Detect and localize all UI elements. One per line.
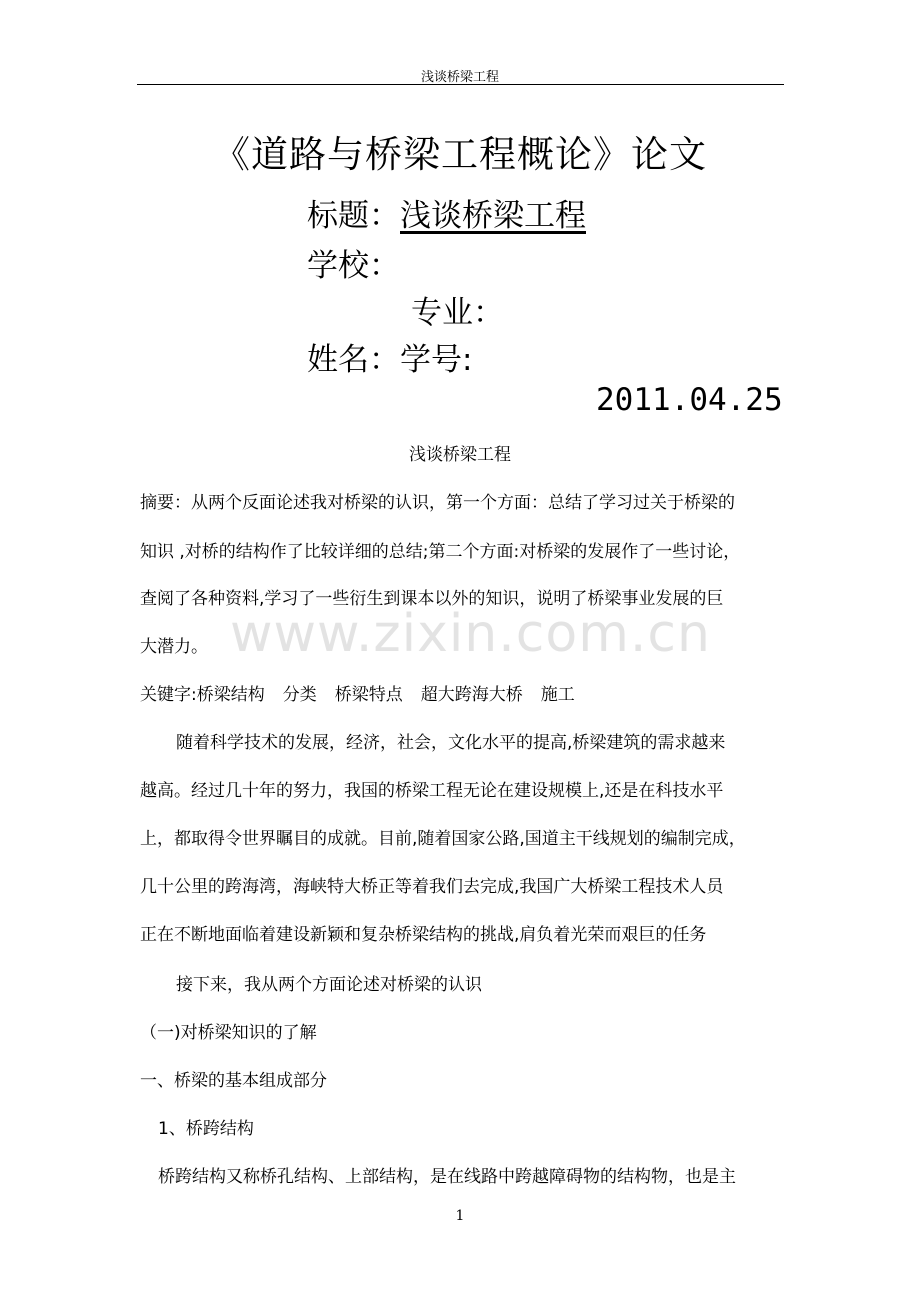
keyword: 施工 [540,685,575,705]
document-title: 《道路与桥梁工程概论》论文 [213,133,707,176]
cover-date: 2011.04.25 [596,382,783,418]
subject-label: 标题： [307,198,400,234]
transition-line: 接下来，我从两个方面论述对桥梁的认识 [176,975,482,995]
keywords-label: 关键字: [140,685,197,705]
keywords-line [140,680,575,705]
header-rule [137,84,784,85]
abstract-line: 大潜力。 [140,637,208,657]
intro-line: 几十公里的跨海湾，海峡特大桥正等着我们去完成,我国广大桥梁工程技术人员 [140,877,724,897]
abstract-line: 摘要：从两个反面论述我对桥梁的认识，第一个方面：总结了学习过关于桥梁的 [140,493,735,513]
keyword: 超大跨海大桥 [420,685,523,705]
keyword: 桥梁结构 [196,685,265,705]
watermark: www.zixin.com.cn [230,604,711,664]
keyword: 桥梁特点 [334,685,403,705]
running-header: 浅谈桥梁工程 [420,70,499,85]
part-heading: （一)对桥梁知识的了解 [140,1023,317,1043]
intro-line: 随着科学技术的发展，经济，社会，文化水平的提高,桥梁建筑的需求越来 [176,733,726,753]
subsection-heading: 1、桥跨结构 [158,1119,254,1139]
name-id-line [307,334,472,379]
abstract-line: 查阅了各种资料,学习了一些衍生到课本以外的知识，说明了桥梁事业发展的巨 [140,589,724,609]
body-line: 桥跨结构又称桥孔结构、上部结构，是在线路中跨越障碍物的结构物，也是主 [158,1167,736,1187]
school-label: 学校： [307,248,400,284]
intro-line: 上，都取得令世界瞩目的成就。目前,随着国家公路,国道主干线规划的编制完成， [140,829,746,849]
abstract-line: 知识 ,对桥的结构作了比较详细的总结;第二个方面:对桥梁的发展作了一些讨论， [140,542,741,562]
intro-line: 越高。经过几十年的努力，我国的桥梁工程无论在建设规模上,还是在科技水平 [140,781,724,801]
intro-line: 正在不断地面临着建设新颖和复杂桥梁结构的挑战,肩负着光荣而艰巨的任务 [140,925,707,945]
section-heading: 一、桥梁的基本组成部分 [140,1071,327,1091]
page-number: 1 [455,1208,465,1224]
keyword: 分类 [282,685,317,705]
name-label: 姓名： [307,342,400,378]
student-id-label: 学号: [400,342,473,378]
subject-line [307,190,586,235]
subject-value: 浅谈桥梁工程 [400,198,586,234]
major-label: 专业： [411,295,504,331]
article-title: 浅谈桥梁工程 [409,445,511,465]
